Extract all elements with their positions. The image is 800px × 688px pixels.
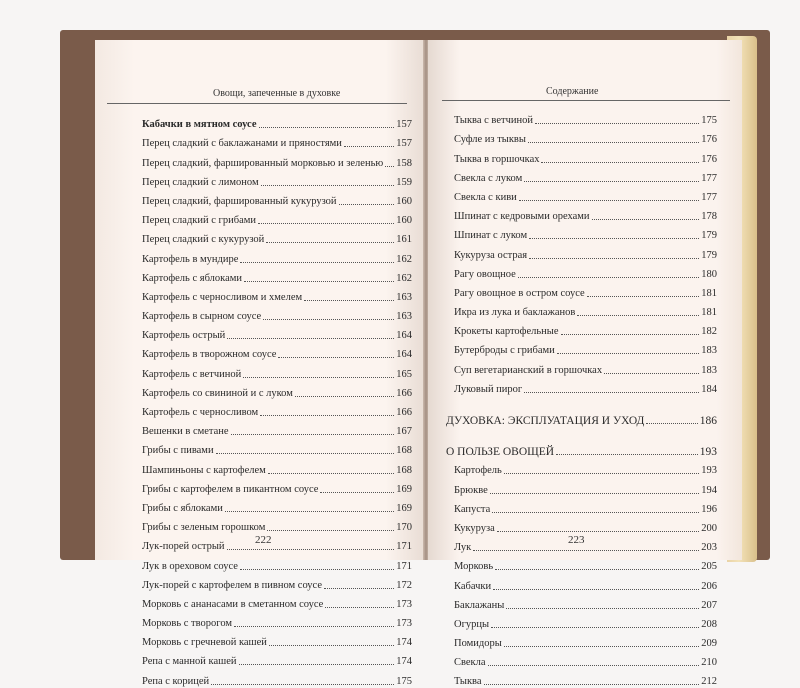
- toc-entry-title: Репа с манной кашей: [142, 656, 237, 668]
- toc-entry: [142, 457, 412, 476]
- toc-entry-page: 206: [701, 580, 717, 592]
- toc-entry: [446, 204, 717, 223]
- toc-entry: [142, 304, 412, 323]
- toc-entry-page: 210: [701, 657, 717, 669]
- toc-entry-page: 186: [699, 415, 717, 427]
- toc-entry: [142, 381, 412, 400]
- toc-entry-title: Тыква: [454, 676, 482, 688]
- toc-leader-dots: [243, 377, 394, 378]
- toc-entry: [142, 266, 412, 285]
- toc-leader-dots: [278, 357, 394, 358]
- toc-entry-page: 168: [396, 464, 412, 476]
- toc-entry-page: 168: [396, 445, 412, 457]
- toc-entry: [446, 223, 717, 242]
- toc-leader-dots: [488, 665, 700, 666]
- toc-entry-page: 196: [701, 503, 717, 515]
- toc-leader-dots: [258, 223, 394, 224]
- toc-leader-dots: [263, 319, 394, 320]
- toc-leader-dots: [484, 684, 700, 685]
- toc-leader-dots: [268, 473, 394, 474]
- toc-leader-dots: [234, 626, 394, 627]
- toc-leader-dots: [519, 200, 699, 201]
- toc-leader-dots: [216, 453, 395, 454]
- toc-entry-page: 158: [396, 157, 412, 169]
- toc-leader-dots: [320, 492, 394, 493]
- toc-entry: [142, 150, 412, 169]
- toc-leader-dots: [529, 238, 699, 239]
- toc-entry: [142, 477, 412, 496]
- toc-gap: [446, 396, 717, 408]
- toc-entry: [446, 377, 717, 396]
- toc-entry-title: Кабачки: [454, 580, 492, 592]
- toc-entry-page: 164: [396, 349, 412, 361]
- toc-leader-dots: [497, 531, 699, 532]
- toc-entry-title: Лук-порей острый: [142, 541, 225, 553]
- toc-entry: [142, 668, 412, 687]
- right-page: [428, 40, 742, 688]
- toc-entry: [446, 497, 717, 516]
- toc-leader-dots: [239, 664, 395, 665]
- toc-leader-dots: [266, 242, 394, 243]
- toc-entry: [446, 357, 717, 376]
- toc-leader-dots: [587, 296, 700, 297]
- right-header-rule: [442, 100, 730, 101]
- toc-entry: [142, 189, 412, 208]
- toc-entry-title: Перец сладкий, фаршированный кукурузой: [142, 195, 337, 207]
- toc-entry: [142, 553, 412, 572]
- toc-entry: [446, 127, 717, 146]
- toc-entry-title: Свекла: [454, 657, 486, 669]
- toc-entry: [446, 516, 717, 535]
- toc-entry-page: 174: [396, 656, 412, 668]
- toc-entry-title: Лук в ореховом соусе: [142, 560, 238, 572]
- toc-entry-title: Тыква с ветчиной: [454, 115, 533, 127]
- toc-leader-dots: [524, 181, 699, 182]
- toc-entry: [142, 611, 412, 630]
- toc-leader-dots: [646, 423, 697, 424]
- toc-entry-page: 167: [396, 426, 412, 438]
- toc-leader-dots: [592, 219, 700, 220]
- toc-entry-title: Картофель в творожном соусе: [142, 349, 277, 361]
- toc-entry-title: Шпинат с луком: [454, 230, 528, 242]
- toc-entry-page: 175: [701, 115, 717, 127]
- toc-leader-dots: [490, 493, 699, 494]
- left-page-number: 222: [255, 534, 272, 546]
- toc-entry-page: 159: [396, 176, 412, 188]
- toc-entry-title: Морковь с творогом: [142, 618, 233, 630]
- toc-leader-dots: [535, 123, 699, 124]
- toc-entry-title: Тыква в горшочках: [454, 153, 540, 165]
- toc-entry-title: Морковь с ананасами в сметанном соусе: [142, 598, 324, 610]
- toc-entry-title: Крокеты картофельные: [454, 326, 559, 338]
- toc-leader-dots: [541, 162, 699, 163]
- toc-entry: [142, 419, 412, 438]
- toc-leader-dots: [529, 258, 699, 259]
- toc-entry: [142, 400, 412, 419]
- right-page-number: 223: [568, 534, 585, 546]
- toc-entry: [142, 592, 412, 611]
- toc-leader-dots: [227, 549, 395, 550]
- toc-entry: [142, 246, 412, 265]
- toc-entry: [142, 170, 412, 189]
- toc-entry: [446, 669, 717, 688]
- toc-entry-page: 162: [396, 272, 412, 284]
- toc-entry: [446, 573, 717, 592]
- toc-leader-dots: [227, 338, 394, 339]
- toc-entry-title: Вешенки в сметане: [142, 426, 229, 438]
- toc-entry-page: 165: [396, 368, 412, 380]
- toc-entry-title: Бутерброды с грибами: [454, 345, 555, 357]
- toc-entry-title: Огурцы: [454, 618, 490, 630]
- toc-entry: [142, 573, 412, 592]
- toc-entry: [142, 227, 412, 246]
- toc-entry: [142, 342, 412, 361]
- left-header-rule: [107, 103, 407, 104]
- toc-entry-page: 207: [701, 599, 717, 611]
- toc-entry-page: 179: [701, 249, 717, 261]
- toc-entry-page: 170: [396, 522, 412, 534]
- toc-entry-page: 171: [396, 541, 412, 553]
- toc-entry: [446, 593, 717, 612]
- right-running-head: Содержание: [546, 86, 599, 97]
- toc-leader-dots: [344, 146, 394, 147]
- toc-entry-page: 208: [701, 618, 717, 630]
- toc-entry-title: Перец сладкий, фаршированный морковью и зеленью: [142, 157, 384, 169]
- toc-entry-title: Морковь с гречневой кашей: [142, 637, 267, 649]
- toc-entry-title: ДУХОВКА: ЭКСПЛУАТАЦИЯ И УХОД: [446, 415, 645, 427]
- toc-entry-page: 174: [396, 637, 412, 649]
- toc-entry-title: Грибы с картофелем в пикантном соусе: [142, 483, 319, 495]
- toc-entry-title: Брюкве: [454, 484, 488, 496]
- toc-entry-page: 171: [396, 560, 412, 572]
- toc-leader-dots: [269, 645, 394, 646]
- toc-entry-title: Кукуруза острая: [454, 249, 528, 261]
- toc-entry: [446, 650, 717, 669]
- toc-entry-page: 176: [701, 134, 717, 146]
- toc-entry: [142, 285, 412, 304]
- toc-entry-title: Лук-порей с картофелем в пивном соусе: [142, 579, 322, 591]
- toc-entry-page: 205: [701, 561, 717, 573]
- toc-entry-page: 200: [701, 522, 717, 534]
- toc-entry-title: Картофель острый: [142, 330, 226, 342]
- toc-leader-dots: [339, 204, 395, 205]
- toc-entry: [446, 242, 717, 261]
- toc-entry-page: 175: [396, 675, 412, 687]
- toc-entry-title: Перец сладкий с грибами: [142, 215, 256, 227]
- right-toc: [446, 108, 717, 688]
- toc-entry-page: 209: [701, 638, 717, 650]
- toc-entry-page: 166: [396, 407, 412, 418]
- toc-leader-dots: [493, 589, 699, 590]
- toc-leader-dots: [304, 300, 394, 301]
- toc-entry: [142, 112, 412, 131]
- toc-entry: [142, 649, 412, 668]
- toc-entry-page: 172: [396, 579, 412, 591]
- toc-entry-title: Рагу овощное в остром соусе: [454, 287, 585, 299]
- toc-leader-dots: [260, 415, 394, 416]
- toc-entry-page: 160: [396, 215, 412, 227]
- toc-entry: [142, 131, 412, 150]
- toc-entry: [142, 323, 412, 342]
- toc-entry-page: 179: [701, 230, 717, 242]
- toc-leader-dots: [506, 608, 699, 609]
- toc-entry: [142, 630, 412, 649]
- toc-entry: [142, 515, 412, 534]
- toc-leader-dots: [240, 262, 394, 263]
- toc-entry-title: Свекла с луком: [454, 172, 523, 184]
- toc-entry-title: Рагу овощное: [454, 268, 516, 280]
- toc-entry-title: Картофель: [454, 465, 502, 477]
- toc-entry-title: Картофель с ветчиной: [142, 368, 242, 380]
- toc-entry-page: 166: [396, 387, 412, 399]
- toc-entry: [446, 281, 717, 300]
- toc-entry-page: 169: [396, 483, 412, 495]
- toc-entry-title: Шампиньоны с картофелем: [142, 464, 266, 476]
- toc-entry: [446, 338, 717, 357]
- toc-entry-title: Кукуруза: [454, 522, 495, 534]
- toc-entry-title: Картофель со свининой и с луком: [142, 387, 293, 399]
- toc-entry-title: Морковь: [454, 561, 494, 573]
- toc-entry-title: Грибы с пивами: [142, 445, 214, 457]
- toc-leader-dots: [495, 569, 699, 570]
- toc-entry-title: Картофель в сырном соусе: [142, 311, 262, 323]
- toc-entry-page: 163: [396, 311, 412, 323]
- toc-leader-dots: [211, 684, 394, 685]
- toc-leader-dots: [244, 281, 394, 282]
- toc-entry-page: 183: [701, 364, 717, 376]
- toc-entry-page: 182: [701, 326, 717, 338]
- toc-entry-page: 157: [396, 138, 412, 150]
- toc-entry-page: 184: [701, 383, 717, 395]
- toc-entry: [446, 477, 717, 496]
- left-toc: [142, 112, 412, 688]
- toc-entry: [142, 496, 412, 515]
- toc-section-heading: [446, 439, 717, 458]
- toc-entry-title: Икра из лука и баклажанов: [454, 307, 576, 319]
- toc-entry: [446, 300, 717, 319]
- toc-leader-dots: [561, 334, 700, 335]
- toc-leader-dots: [518, 277, 699, 278]
- toc-leader-dots: [385, 166, 394, 167]
- toc-entry-page: 176: [701, 153, 717, 165]
- toc-entry: [446, 262, 717, 281]
- toc-entry-page: 212: [701, 676, 717, 688]
- toc-entry-title: Перец сладкий с баклажанами и пряностями: [142, 138, 342, 150]
- toc-leader-dots: [492, 512, 699, 513]
- toc-entry-title: Баклажаны: [454, 599, 505, 611]
- toc-entry: [446, 319, 717, 338]
- toc-leader-dots: [504, 646, 699, 647]
- toc-entry-page: 193: [701, 465, 717, 477]
- toc-entry: [446, 458, 717, 477]
- toc-entry-page: 177: [701, 191, 717, 203]
- toc-entry-page: 157: [396, 119, 412, 131]
- toc-leader-dots: [267, 530, 394, 531]
- toc-leader-dots: [491, 627, 699, 628]
- toc-entry-page: 193: [699, 446, 717, 459]
- toc-entry-title: Картофель с черносливом и хмелем: [142, 291, 303, 303]
- toc-entry-title: Картофель с черносливом: [142, 407, 259, 418]
- toc-entry-title: Помидоры: [454, 638, 502, 650]
- toc-leader-dots: [324, 588, 394, 589]
- toc-entry: [446, 185, 717, 204]
- toc-gap: [446, 427, 717, 439]
- toc-entry-title: Кабачки в мятном соусе: [142, 119, 257, 131]
- toc-entry-title: Свекла с киви: [454, 191, 517, 203]
- toc-entry-title: Капуста: [454, 503, 491, 515]
- toc-entry-title: Лук: [454, 542, 472, 554]
- toc-entry-page: 181: [701, 287, 717, 299]
- toc-entry-title: Суп вегетарианский в горшочках: [454, 364, 603, 376]
- toc-entry-title: Грибы с яблоками: [142, 502, 223, 514]
- toc-leader-dots: [557, 353, 699, 354]
- toc-entry-page: 181: [701, 307, 717, 319]
- toc-entry-page: 203: [701, 542, 717, 554]
- toc-entry: [142, 534, 412, 553]
- toc-entry: [142, 208, 412, 227]
- toc-entry-title: Суфле из тыквы: [454, 134, 526, 146]
- toc-entry-page: 173: [396, 598, 412, 610]
- toc-leader-dots: [577, 315, 699, 316]
- toc-entry: [446, 612, 717, 631]
- toc-entry-title: Перец сладкий с лимоном: [142, 176, 259, 188]
- toc-leader-dots: [225, 511, 394, 512]
- toc-entry-page: 164: [396, 330, 412, 342]
- toc-entry-page: 178: [701, 211, 717, 223]
- toc-entry-page: 183: [701, 345, 717, 357]
- toc-leader-dots: [231, 434, 395, 435]
- toc-section-heading: [446, 408, 717, 427]
- toc-entry: [446, 554, 717, 573]
- toc-leader-dots: [604, 373, 699, 374]
- left-page: [95, 40, 425, 687]
- toc-leader-dots: [473, 550, 699, 551]
- toc-entry: [446, 108, 717, 127]
- toc-entry-title: О ПОЛЬЗЕ ОВОЩЕЙ: [446, 446, 555, 459]
- toc-entry-title: Шпинат с кедровыми орехами: [454, 211, 590, 223]
- toc-entry-page: 177: [701, 172, 717, 184]
- toc-entry-page: 160: [396, 195, 412, 207]
- left-running-head: Овощи, запеченные в духовке: [213, 88, 341, 99]
- toc-entry: [142, 361, 412, 380]
- toc-entry: [446, 146, 717, 165]
- toc-entry-page: 162: [396, 253, 412, 265]
- toc-entry-page: 173: [396, 618, 412, 630]
- toc-leader-dots: [261, 185, 395, 186]
- toc-leader-dots: [528, 142, 699, 143]
- toc-entry-page: 163: [396, 291, 412, 303]
- toc-entry: [142, 438, 412, 457]
- toc-entry: [446, 166, 717, 185]
- toc-entry-page: 194: [701, 484, 717, 496]
- toc-entry-title: Репа с корицей: [142, 675, 210, 687]
- toc-entry-page: 161: [396, 234, 412, 246]
- toc-entry-title: Картофель в мундире: [142, 253, 239, 265]
- toc-entry-title: Грибы с зеленым горошком: [142, 522, 266, 534]
- toc-leader-dots: [556, 454, 698, 455]
- toc-leader-dots: [504, 473, 699, 474]
- toc-leader-dots: [240, 569, 394, 570]
- toc-entry-title: Перец сладкий с кукурузой: [142, 234, 265, 246]
- toc-leader-dots: [259, 127, 395, 128]
- toc-leader-dots: [325, 607, 394, 608]
- toc-entry-title: Картофель с яблоками: [142, 272, 243, 284]
- toc-leader-dots: [295, 396, 394, 397]
- toc-entry-page: 180: [701, 268, 717, 280]
- toc-leader-dots: [524, 392, 699, 393]
- toc-entry: [446, 631, 717, 650]
- toc-entry-title: Луковый пирог: [454, 383, 523, 395]
- toc-entry-page: 169: [396, 502, 412, 514]
